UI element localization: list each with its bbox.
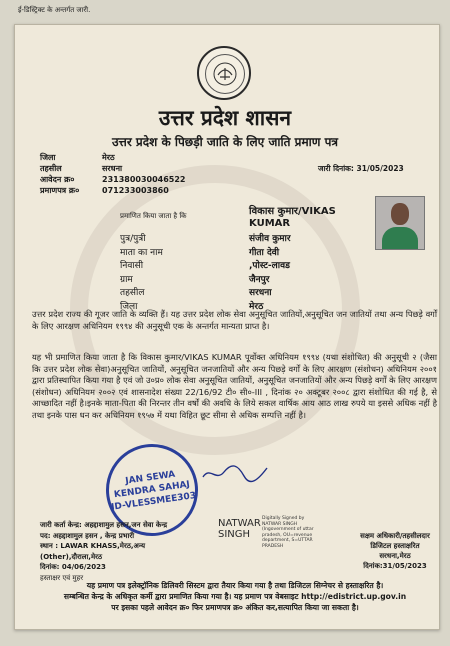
detail-value: गीता देवी (249, 247, 280, 258)
issuing-centre-block (40, 520, 167, 583)
detail-label: माता का नाम (120, 247, 163, 258)
details-block (120, 233, 291, 314)
detail-value: ,पोस्ट-लावड (249, 261, 290, 271)
issuing-centre-line: पद: अहद्दाशामुल हसन , केन्द्र प्रभारी (40, 531, 135, 540)
emblem-inner (205, 54, 245, 94)
digital-signer-name (218, 518, 261, 540)
district-value: मेरठ (102, 153, 115, 162)
application-label: आवेदन क्र० (40, 175, 75, 184)
handwritten-signature (200, 462, 270, 484)
detail-label: निवासी (120, 261, 144, 271)
issuing-centre-line: (Other),दौराला,मेरठ (40, 552, 103, 561)
authority-line: सक्षम अधिकारी/तहसीलदार (360, 532, 430, 540)
authority-line: डिजिटल हस्ताक्षरित (370, 542, 420, 550)
district-label: जिला (40, 153, 56, 162)
signer-name-line1: NATWAR (218, 518, 261, 529)
detail-label: जिला (120, 301, 138, 312)
footer-note (30, 580, 440, 613)
detail-row (120, 233, 291, 247)
detail-value: सरधना (249, 288, 272, 298)
photo-head (391, 203, 409, 225)
issue-date: जारी दिनांक: 31/05/2023 (318, 164, 404, 173)
stamp-text: JAN SEWA KENDRA SAHAJ ID-VLESSMEE303 (110, 469, 197, 513)
tehsil-value: सरधना (102, 164, 123, 173)
photo-body (382, 227, 418, 250)
authority-line: सरधना,मेरठ (379, 552, 411, 560)
state-emblem (197, 46, 251, 100)
meta-row-certificate (40, 185, 186, 196)
meta-block (40, 152, 186, 196)
authority-block (350, 531, 440, 571)
meta-row-application (40, 174, 186, 185)
digital-signature-details: Digitally Signed by NATWAR SINGH (Ingovernment of uttar pradesh, OU=revenue department, S=UTTAR PRADESH (262, 516, 314, 549)
certificate-label: प्रमाणपत्र क्र० (40, 186, 80, 195)
application-value: 231380030046522 (102, 175, 186, 184)
issuing-centre-line: जारी कर्ता केन्द्र: अहद्दाशामुल हसन,जन सेवा केन्द्र (40, 521, 168, 529)
detail-row (120, 247, 291, 261)
emblem-icon (212, 61, 238, 87)
footer-line: पर इसका पहले आवेदन क्र० फिर प्रमाणपत्र क्र० अंकित कर,सत्यापित किया जा सकता है। (111, 603, 359, 612)
top-note: ई-डिस्ट्रिक्ट के अन्तर्गत जारी. (18, 6, 91, 14)
detail-value: जैनपुर (249, 274, 270, 285)
page-title: उत्तर प्रदेश शासन (158, 105, 292, 130)
authority-line: दिनांक:31/05/2023 (363, 562, 427, 570)
meta-row-district (40, 152, 186, 163)
issuing-centre-line: हस्ताक्षर एवं मुहर (40, 573, 84, 582)
signer-name-line2: SINGH (218, 529, 251, 540)
detail-label: तहसील (120, 288, 145, 298)
detail-value: संजीव कुमार (249, 234, 291, 244)
tehsil-label: तहसील (40, 164, 62, 173)
page-subtitle: उत्तर प्रदेश के पिछड़ी जाति के लिए जाति प्रमाण पत्र (111, 135, 339, 149)
paragraph-certification: यह भी प्रमाणित किया जाता है कि विकास कुमार/VIKAS KUMAR पूर्वोक्त अधिनियम १९९४ (यथा संशोधित) की अनुसूची २ (जैसा कि उत्तर प्रदेश लोक सेवा)अनुसूचित जातियों, अनुसूचित जनजातियों और अन्य पिछड़े वर्गों के लिए आरक्षण (संशोधन) अधिनियम २००१ द्वारा प्रतिस्थापित किया गया है एवं जो उ०प्र० लोक सेवा अनुसूचित जातियों, अनुसूचित जनजातियों और अन्य पिछड़े वर्गों के लिए आरक्षण (संशोधन) अधिनियम २००२ एवं शासनादेश संख्या 22/16/92 टी० सी०-III , दिनांक २० अक्टूबर २००८ द्वारा संशोधित की गई है, से आच्छादित नहीं है।इनके माता-पिता की निरन्तर तीन वर्षों की अवधि के लिये सकल वार्षिक आय आठ लाख रुपये या इससे अधिक नहीं है तथा इनके पास धन कर अधिनियम १९५७ में यथा विहित छूट सीमा से अधिक सम्पत्ति नहीं है। (32, 352, 437, 420)
applicant-photo (375, 196, 425, 250)
meta-row-tehsil (40, 163, 186, 174)
issuing-centre-line: स्थान : LAWAR KHASS,मेरठ,अन्य (40, 542, 146, 550)
detail-row (120, 274, 291, 288)
detail-label: पुत्र/पुत्री (120, 234, 146, 244)
detail-row (120, 287, 291, 301)
paragraph-caste: उत्तर प्रदेश राज्य की गूजर जाति के व्यक्ति हैं। यह उत्तर प्रदेश लोक सेवा अनुसूचित जातियों,अनुसूचित जन जातियों तथा अन्य पिछड़े वर्गों के लिए आरक्षण अधिनियम १९९४ की अनुसूची एक के अन्तर्गत मान्यता प्राप्त है। (32, 309, 437, 331)
footer-line: यह प्रमाण पत्र इलेक्ट्रॉनिक डिलिवरी सिस्टम द्वारा तैयार किया गया है तथा डिजिटल सिग्नेचर से हस्ताक्षरित है। (86, 581, 384, 590)
applicant-name: विकास कुमार/VIKAS KUMAR (249, 206, 336, 229)
footer-line: सम्बन्धित केन्द्र के अधिकृत कर्मी द्वारा प्रमाणित किया गया है। यह प्रमाण पत्र वेबसाइट http://edistrict.up.gov.in (63, 592, 407, 601)
detail-row (120, 260, 291, 274)
detail-label: ग्राम (120, 274, 133, 285)
issuing-centre-line: दिनांक: 04/06/2023 (40, 563, 106, 571)
certificate-value: 071233003860 (102, 186, 169, 195)
detail-value: मेरठ (249, 301, 264, 312)
certify-label: प्रमाणित किया जाता है कि (120, 212, 187, 220)
